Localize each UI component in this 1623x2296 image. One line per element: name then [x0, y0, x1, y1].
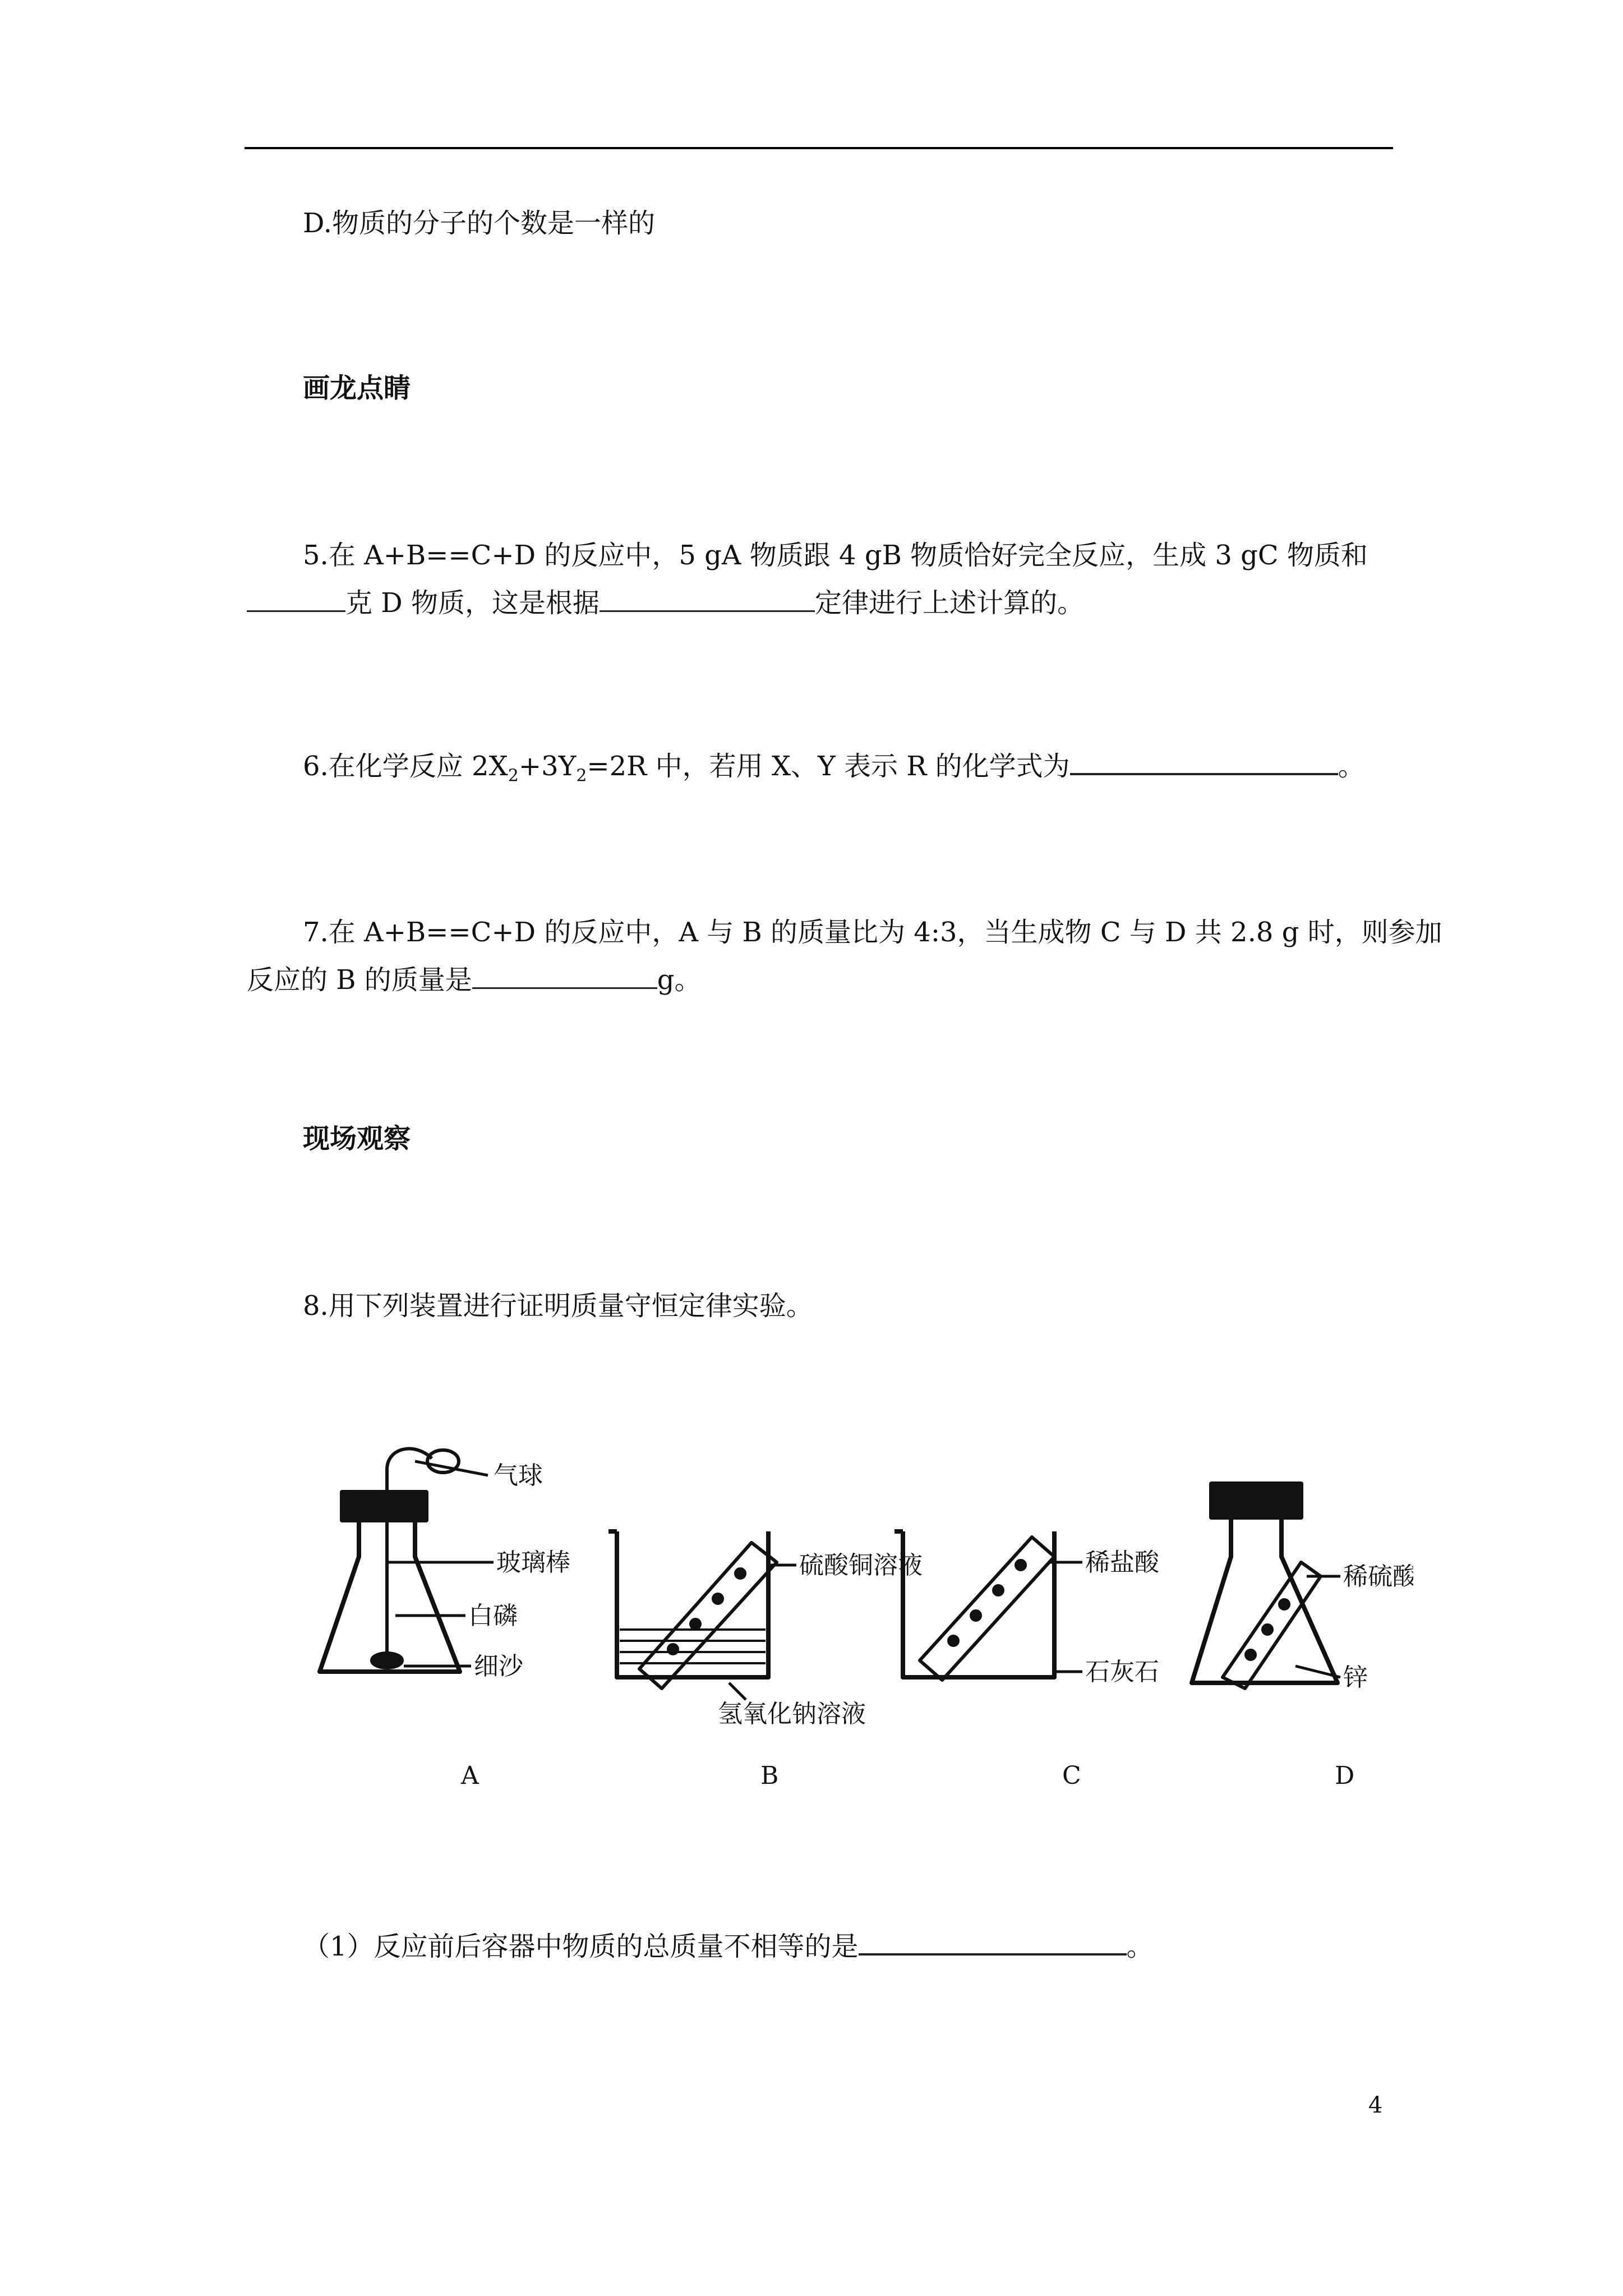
section-heading-2: 现场观察: [303, 1123, 411, 1154]
apparatus-figure: [303, 1436, 1413, 1750]
question-5-line2: 克 D 物质，这是根据 定律进行上述计算的。: [247, 586, 1084, 620]
question-5-line1: 5.在 A+B==C+D 的反应中，5 gA 物质跟 4 gB 物质恰好完全反应，生成 3 gC 物质和: [303, 540, 1368, 571]
apparatus-d-flask: [1192, 1484, 1340, 1688]
answer-blank[interactable]: [600, 586, 815, 612]
label-copper-sulfate: 硫酸铜溶液: [799, 1551, 923, 1580]
label-white-phosphorus: 白磷: [468, 1602, 518, 1630]
label-hydrochloric-acid: 稀盐酸: [1085, 1548, 1159, 1577]
label-zinc: 锌: [1343, 1663, 1368, 1692]
label-fine-sand: 细沙: [474, 1652, 523, 1681]
question-8-1: （1）反应前后容器中物质的总质量不相等的是 。: [303, 1929, 1154, 1963]
answer-blank[interactable]: [1070, 748, 1338, 775]
caption-c: C: [1062, 1761, 1081, 1790]
apparatus-b-beaker: [608, 1531, 796, 1700]
caption-a: A: [461, 1761, 479, 1790]
question-6: 6.在化学反应 $2X_2+3Y_2=2R$ 中，若用 X、Y 表示 R 的化学式为 。: [303, 748, 1365, 793]
question-7-line1: 7.在 A+B==C+D 的反应中，A 与 B 的质量比为 4:3，当生成物 C 与 D 共 2.8 g 时，则参加: [303, 917, 1442, 948]
caption-b: B: [760, 1761, 779, 1790]
section-heading-1: 画龙点睛: [303, 372, 411, 404]
label-glass-rod: 玻璃棒: [496, 1548, 570, 1577]
header-rule: [245, 147, 1393, 149]
caption-d: D: [1335, 1761, 1355, 1790]
answer-blank[interactable]: [247, 586, 345, 612]
answer-blank[interactable]: [859, 1929, 1127, 1955]
label-balloon: 气球: [494, 1461, 543, 1490]
question-8: 8.用下列装置进行证明质量守恒定律实验。: [303, 1290, 813, 1322]
label-sulfuric-acid: 稀硫酸: [1343, 1562, 1413, 1591]
question-7-line2: 反应的 B 的质量是 g。: [247, 963, 702, 997]
apparatus-a-flask: [320, 1449, 494, 1672]
apparatus-c-beaker: [895, 1531, 1082, 1680]
answer-blank[interactable]: [472, 963, 657, 989]
label-sodium-hydroxide: 氢氧化钠溶液: [718, 1700, 866, 1728]
page-number: 4: [1368, 2092, 1383, 2118]
label-limestone: 石灰石: [1085, 1658, 1159, 1686]
apparatus-diagram: [303, 1436, 1413, 1750]
option-d: D.物质的分子的个数是一样的: [303, 208, 656, 239]
